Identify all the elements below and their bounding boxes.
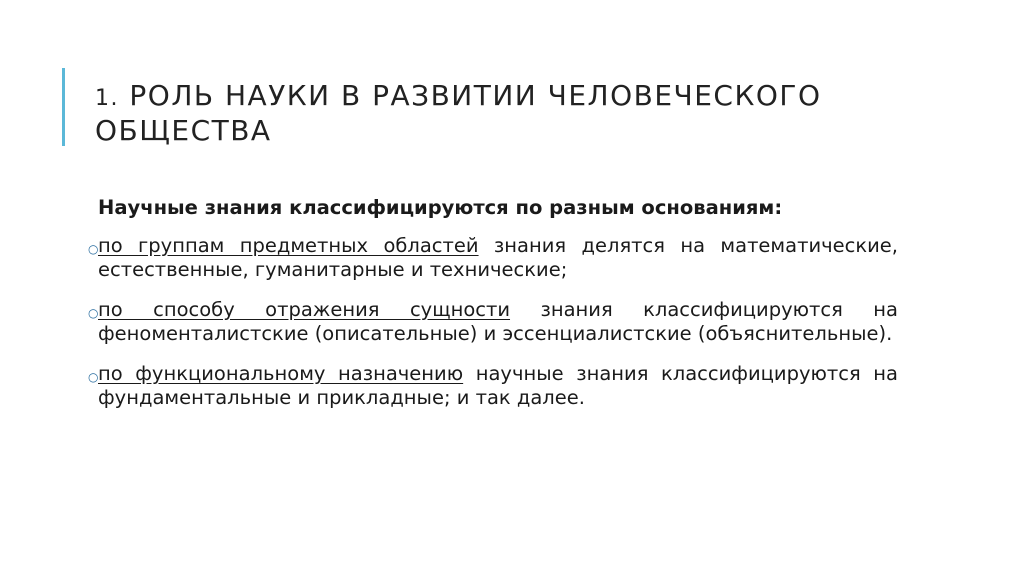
slide-title <box>95 80 955 147</box>
bullet-item-text: научные знания классифицируются на фундаментальные и прикладные; и так далее. <box>98 362 899 409</box>
bullet-circle-icon: ○ <box>88 306 99 320</box>
intro-text: Научные знания классифицируются по разным основаниям <box>98 196 775 219</box>
intro-colon: : <box>774 196 783 219</box>
bullet-item-underlined: по способу отражения сущности <box>98 298 511 321</box>
intro-paragraph <box>98 196 898 220</box>
slide-content <box>88 196 899 426</box>
bullet-circle-icon: ○ <box>88 370 99 384</box>
bullet-item-text: знания классифицируются на феноменталистские (описательные) и эссенциалистские (объяснительные). <box>98 298 898 345</box>
title-number: 1. <box>95 86 119 111</box>
bullet-item-underlined: по группам предметных областей <box>98 234 479 257</box>
bullet-item-essence <box>88 298 898 346</box>
title-text: РОЛЬ НАУКИ В РАЗВИТИИ ЧЕЛОВЕЧЕСКОГО ОБЩЕСТВА <box>95 79 822 147</box>
bullet-circle-icon: ○ <box>88 242 99 256</box>
bullet-item-underlined: по функциональному назначению <box>98 362 464 385</box>
bullet-item-function <box>88 362 899 410</box>
title-accent-bar <box>62 68 65 146</box>
bullet-item-text: знания делятся на математические, естественные, гуманитарные и технические; <box>98 234 898 281</box>
bullet-item-subject-areas <box>88 234 898 282</box>
